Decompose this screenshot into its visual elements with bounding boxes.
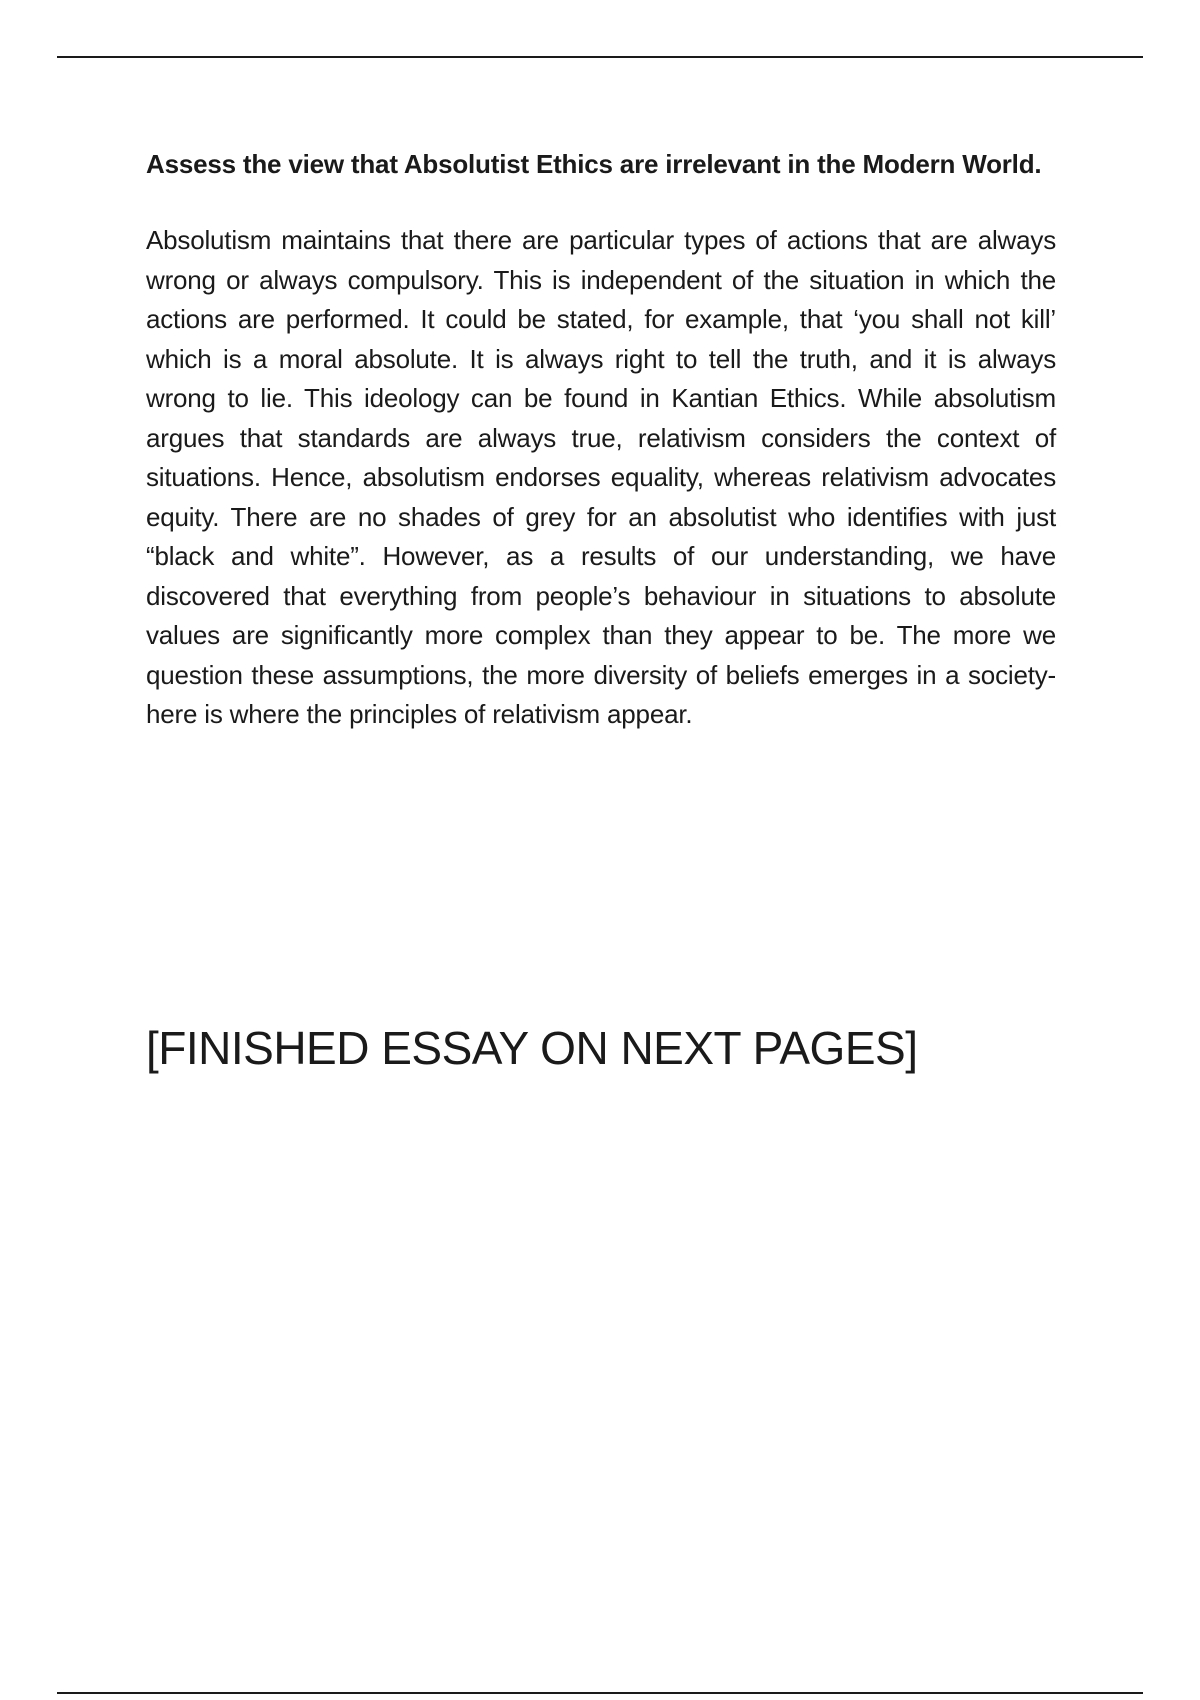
header-rule [57,56,1143,58]
footer-rule [57,1692,1143,1694]
continuation-notice: [FINISHED ESSAY ON NEXT PAGES] [146,1022,918,1074]
essay-title: Assess the view that Absolutist Ethics are irrelevant in the Modern World. [146,149,1042,179]
essay-content [146,144,1056,735]
essay-paragraph: Absolutism maintains that there are particular types of actions that are always wrong or always compulsory. This is independent of the situation in which the actions are performed. It could be stated, for example, that ‘you shall not kill’ which is a moral absolute. It is always right to tell the truth, and it is always wrong to lie. This ideology can be found in Kantian Ethics. While absolutism argues that standards are always true, relativism considers the context of situations. Hence, absolutism endorses equality, whereas relativism advocates equity. There are no shades of grey for an absolutist who identifies with just “black and white”. However, as a results of our understanding, we have discovered that everything from people’s behaviour in situations to absolute values are significantly more complex than they appear to be. The more we question these assumptions, the more diversity of beliefs emerges in a society- here is where the principles of relativism appear. [146,225,1056,729]
